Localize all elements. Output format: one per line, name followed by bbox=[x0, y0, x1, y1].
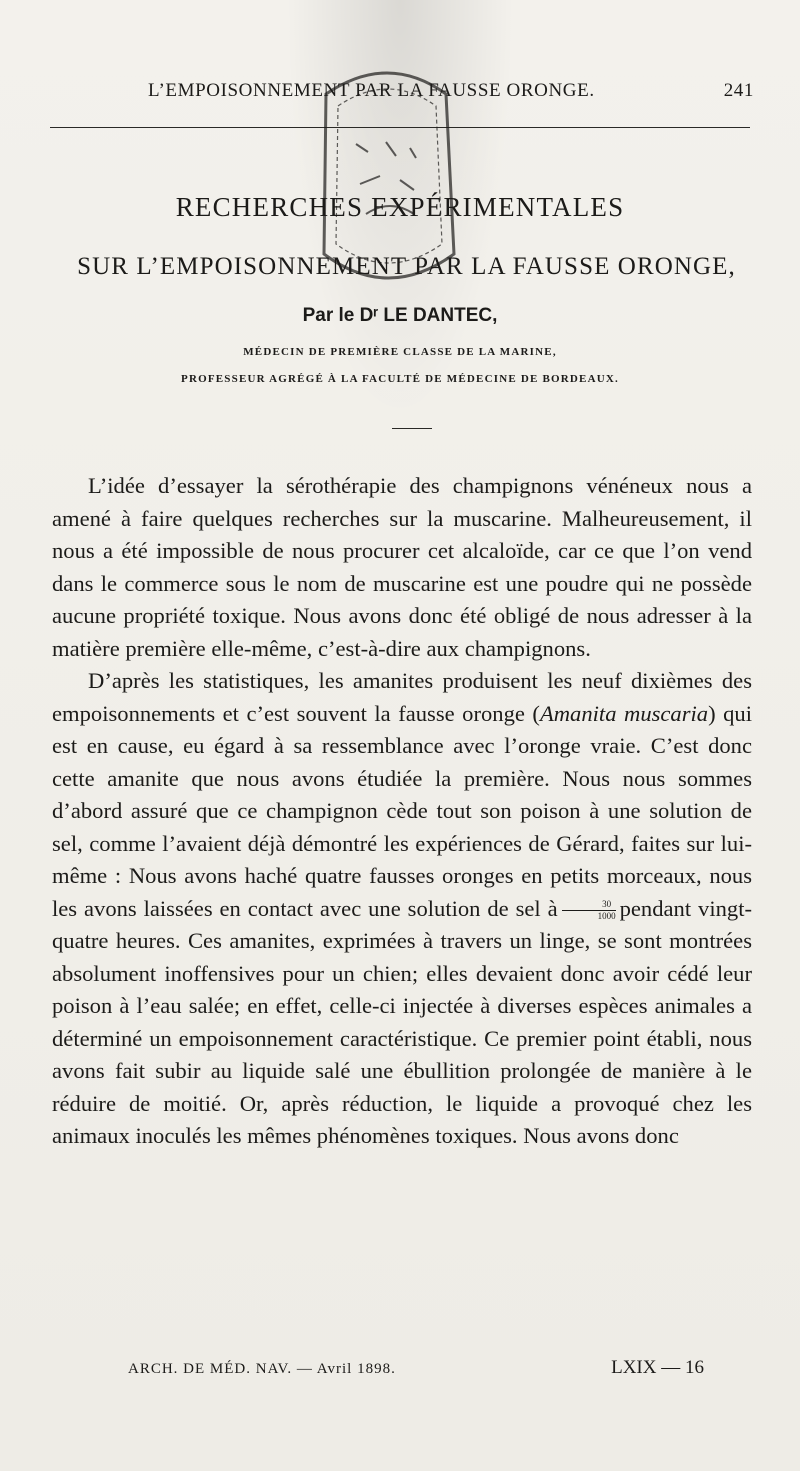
author-byline: Par le Dʳ LE DANTEC, bbox=[302, 305, 498, 326]
page-footer bbox=[128, 1357, 704, 1379]
article-body bbox=[52, 470, 752, 1153]
paragraph-1: L’idée d’essayer la sérothérapie des champignons vénéneux nous a amené à faire quelques recherches sur la muscarine. Malheureusement, il nous a été impossible de nous procurer cet alcaloïde, car ce que l’on vend dans le commerce sous le nom de muscarine est une poudre qui ne possède aucune propriété toxique. Nous avons donc été obligé de nous adresser à la matière première elle-même, c’est-à-dire aux champignons. bbox=[52, 473, 752, 661]
article-title-line2: SUR L’EMPOISONNEMENT PAR LA FAUSSE ORONGE, bbox=[77, 253, 736, 280]
footer-signature: LXIX — 16 bbox=[611, 1357, 704, 1378]
paragraph-2 bbox=[52, 665, 752, 1153]
section-divider bbox=[392, 428, 432, 429]
header-rule bbox=[50, 127, 750, 128]
author-affiliation-1: MÉDECIN DE PREMIÈRE CLASSE DE LA MARINE, bbox=[243, 346, 557, 358]
paragraph-2-part-b: ) qui est en cause, eu égard à sa ressemblance avec l’oronge vraie. C’est donc cette amanite que nous avons étudiée la première. Nous nous sommes d’abord assuré que ce champignon cède tout son poison à une solution de sel, comme l’avaient déjà démontré les expériences de Gérard, faites sur lui-même : Nous avons haché quatre fausses oronges en petits morceaux, nous les avons laissées en contact avec une solution de sel à bbox=[52, 700, 753, 921]
running-title: L’EMPOISONNEMENT PAR LA FAUSSE ORONGE. bbox=[148, 80, 595, 101]
paragraph-2-part-a: D’après les statistiques, les amanites produisent les neuf dixièmes des empoisonnements et c’est souvent la fausse oronge ( bbox=[52, 668, 752, 726]
page-number: 241 bbox=[723, 80, 754, 101]
fraction bbox=[562, 899, 616, 922]
author-affiliation-2: PROFESSEUR AGRÉGÉ À LA FACULTÉ DE MÉDECINE DE BORDEAUX. bbox=[181, 373, 619, 385]
fraction-numerator: 30 bbox=[562, 899, 616, 911]
fraction-denominator: 1000 bbox=[597, 910, 616, 921]
footer-source: ARCH. DE MÉD. NAV. — Avril 1898. bbox=[128, 1361, 396, 1377]
species-name: Amanita muscaria bbox=[539, 700, 709, 726]
running-head bbox=[148, 80, 754, 102]
article-title-line1: RECHERCHES EXPÉRIMENTALES bbox=[175, 192, 625, 222]
paragraph-2-part-c: pendant vingt-quatre heures. Ces amanites, exprimées à travers un linge, se sont montrées absolument inoffensives pour un chien; elles devaient donc avoir cédé leur poison à l’eau salée; en effet, celle-ci injectée à diverses espèces animales a déterminé un empoisonnement caractéristique. Ce premier point établi, nous avons fait subir au liquide salé une ébullition prolongée de manière à le réduire de moitié. Or, après réduction, le liquide a provoqué chez les animaux inoculés les mêmes phénomènes toxiques. Nous avons donc bbox=[52, 895, 752, 1148]
